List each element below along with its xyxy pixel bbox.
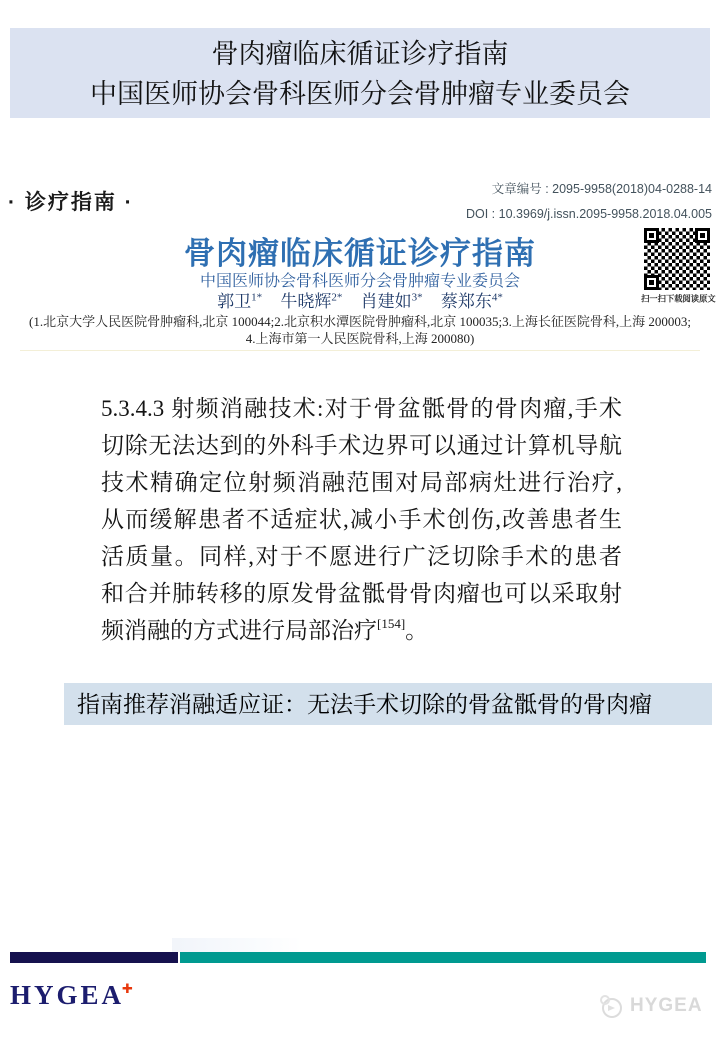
author: 肖建如$^{3*}$ <box>360 291 423 311</box>
qr-code-block <box>638 228 716 305</box>
qr-finder-icon <box>644 275 659 290</box>
paragraph-line: 活质量。同样,对于不愿进行广泛切除手术的患者 <box>101 544 622 569</box>
banner-title-line2: 中国医师协会骨科医师分会骨肿瘤专业委员会 <box>90 79 630 109</box>
author: 牛晓辉$^{2*}$ <box>280 291 343 311</box>
affiliation-line1: (1.北京大学人民医院骨肿瘤科,北京 100044;2.北京积水潭医院骨肿瘤科,北京 100035;3.上海长征医院骨科,上海 200003; <box>29 314 691 329</box>
author-affiliation-mark: 2* <box>331 291 343 304</box>
footer-teal-bar <box>180 952 706 963</box>
committee-line: 中国医师协会骨科医师分会骨肿瘤专业委员会 <box>199 273 520 290</box>
author-list <box>0 287 720 312</box>
camera-circle-icon <box>598 993 624 1019</box>
author-affiliation-mark: 3* <box>411 291 423 304</box>
footer-navy-bar <box>10 952 178 963</box>
article-title: 骨肉瘤临床循证诊疗指南 <box>184 236 536 271</box>
divider-rule <box>20 350 700 351</box>
paragraph-line: 从而缓解患者不适症状,减小手术创伤,改善患者生 <box>101 507 622 532</box>
paragraph-line: 频消融的方式进行局部治疗[154]。 <box>101 616 429 643</box>
hygea-logo: HYGEA✚ <box>10 980 133 1010</box>
top-banner <box>10 28 710 118</box>
paragraph-line: 和合并肺转移的原发骨盆骶骨骨肉瘤也可以采取射 <box>101 581 622 606</box>
recommendation-highlight <box>64 683 712 725</box>
channel-watermark <box>598 993 703 1019</box>
citation-reference: [154] <box>377 616 406 632</box>
red-cross-icon: ✚ <box>122 982 133 997</box>
qr-finder-icon <box>695 228 710 243</box>
affiliation-line2: 4.上海市第一人民医院骨科,上海 200080) <box>245 331 475 346</box>
banner-title-line1: 骨肉瘤临床循证诊疗指南 <box>211 39 509 69</box>
author-affiliation-mark: 1* <box>251 291 263 304</box>
watermark-label: HYGEA <box>630 995 703 1016</box>
affiliations <box>0 313 720 347</box>
paragraph-line: 技术精确定位射频消融范围对局部病灶进行治疗, <box>101 470 622 495</box>
body-paragraph <box>101 390 622 649</box>
article-number: 文章编号 : 2095-9958(2018)04-0288-14 <box>491 182 712 196</box>
qr-caption: 扫一扫下载阅读原文 <box>641 294 716 304</box>
faint-artifact <box>172 938 302 952</box>
author-affiliation-mark: 4* <box>491 291 503 304</box>
recommendation-text: 指南推荐消融适应证：无法手术切除的骨盆骶骨的骨肉瘤 <box>77 691 652 717</box>
qr-finder-icon <box>644 228 659 243</box>
section-label: · 诊疗指南 · <box>8 191 134 214</box>
paragraph-line: 5.3.4.3 射频消融技术:对于骨盆骶骨的骨肉瘤,手术 <box>101 396 622 421</box>
qr-code-icon <box>644 228 710 290</box>
author: 郭卫$^{1*}$ <box>217 291 263 311</box>
article-doi: DOI : 10.3969/j.issn.2095-9958.2018.04.005 <box>465 207 712 221</box>
author: 蔡郑东$^{4*}$ <box>440 291 503 311</box>
paragraph-line: 切除无法达到的外科手术边界可以通过计算机导航 <box>101 433 622 458</box>
article-meta <box>466 177 712 227</box>
